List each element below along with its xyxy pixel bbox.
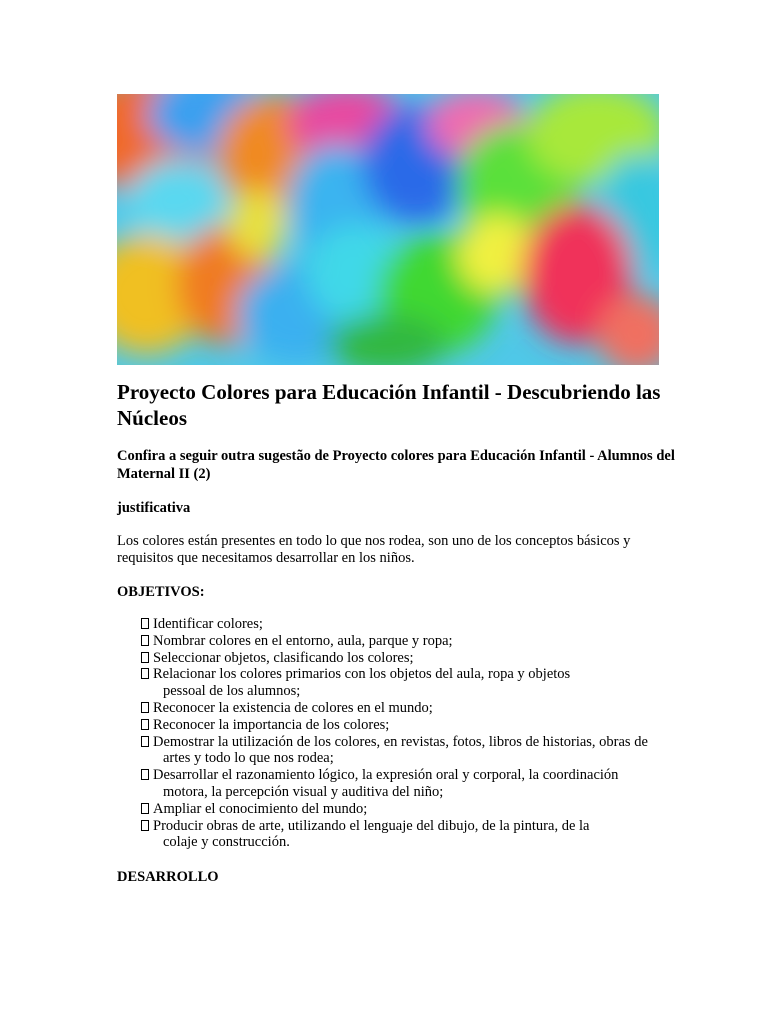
colorful-powder-image (117, 94, 659, 365)
box-bullet-icon (141, 652, 149, 663)
list-item (141, 650, 661, 667)
document-subtitle: Confira a seguir outra sugestão de Proyecto colores para Educación Infantil - Alumnos del Maternal II (2) (117, 448, 675, 482)
hero-image (117, 94, 659, 365)
list-item (141, 717, 661, 734)
development-heading: DESARROLLO (117, 869, 219, 886)
objective-continuation: pessoal de los alumnos; (163, 683, 301, 700)
objective-continuation: motora, la percepción visual y auditiva del niño; (163, 783, 444, 800)
objective-text: Nombrar colores en el entorno, aula, parque y ropa; (153, 632, 453, 649)
list-item (141, 767, 661, 801)
list-item (141, 734, 661, 768)
document-title: Proyecto Colores para Educación Infantil - Descubriendo las Núcleos (117, 380, 661, 430)
document-page (117, 94, 677, 886)
box-bullet-icon (141, 635, 149, 646)
objective-text: Identificar colores; (153, 616, 263, 632)
objective-text: Desarrollar el razonamiento lógico, la expresión oral y corporal, la coordinación (153, 767, 619, 784)
list-item (141, 633, 661, 650)
box-bullet-icon (141, 769, 149, 780)
list-item (141, 616, 661, 633)
justification-label: justificativa (117, 500, 191, 516)
objective-text: Seleccionar objetos, clasificando los colores; (153, 649, 414, 666)
box-bullet-icon (141, 702, 149, 713)
objective-text: Ampliar el conocimiento del mundo; (153, 800, 368, 817)
justification-paragraph: Los colores están presentes en todo lo que nos rodea, son uno de los conceptos básicos y requisitos que necesitamos desarrollar en los niños. (117, 533, 631, 566)
objective-text: Relacionar los colores primarios con los objetos del aula, ropa y objetos (153, 666, 571, 683)
objectives-heading: OBJETIVOS: (117, 584, 205, 600)
objective-text: Reconocer la existencia de colores en el mundo; (153, 699, 433, 716)
list-item (141, 818, 661, 852)
box-bullet-icon (141, 736, 149, 747)
objective-text: Reconocer la importancia de los colores; (153, 716, 390, 733)
list-item (141, 801, 661, 818)
objective-continuation: artes y todo lo que nos rodea; (163, 750, 334, 767)
box-bullet-icon (141, 803, 149, 814)
list-item (141, 700, 661, 717)
box-bullet-icon (141, 820, 149, 831)
objectives-list (117, 616, 677, 851)
objective-text: Demostrar la utilización de los colores, en revistas, fotos, libros de historias, obras de (153, 733, 648, 750)
box-bullet-icon (141, 719, 149, 730)
objective-text: Producir obras de arte, utilizando el lenguaje del dibujo, de la pintura, de la (153, 817, 590, 834)
objective-continuation: colaje y construcción. (163, 834, 290, 851)
box-bullet-icon (141, 618, 149, 629)
list-item (141, 666, 661, 700)
box-bullet-icon (141, 668, 149, 679)
